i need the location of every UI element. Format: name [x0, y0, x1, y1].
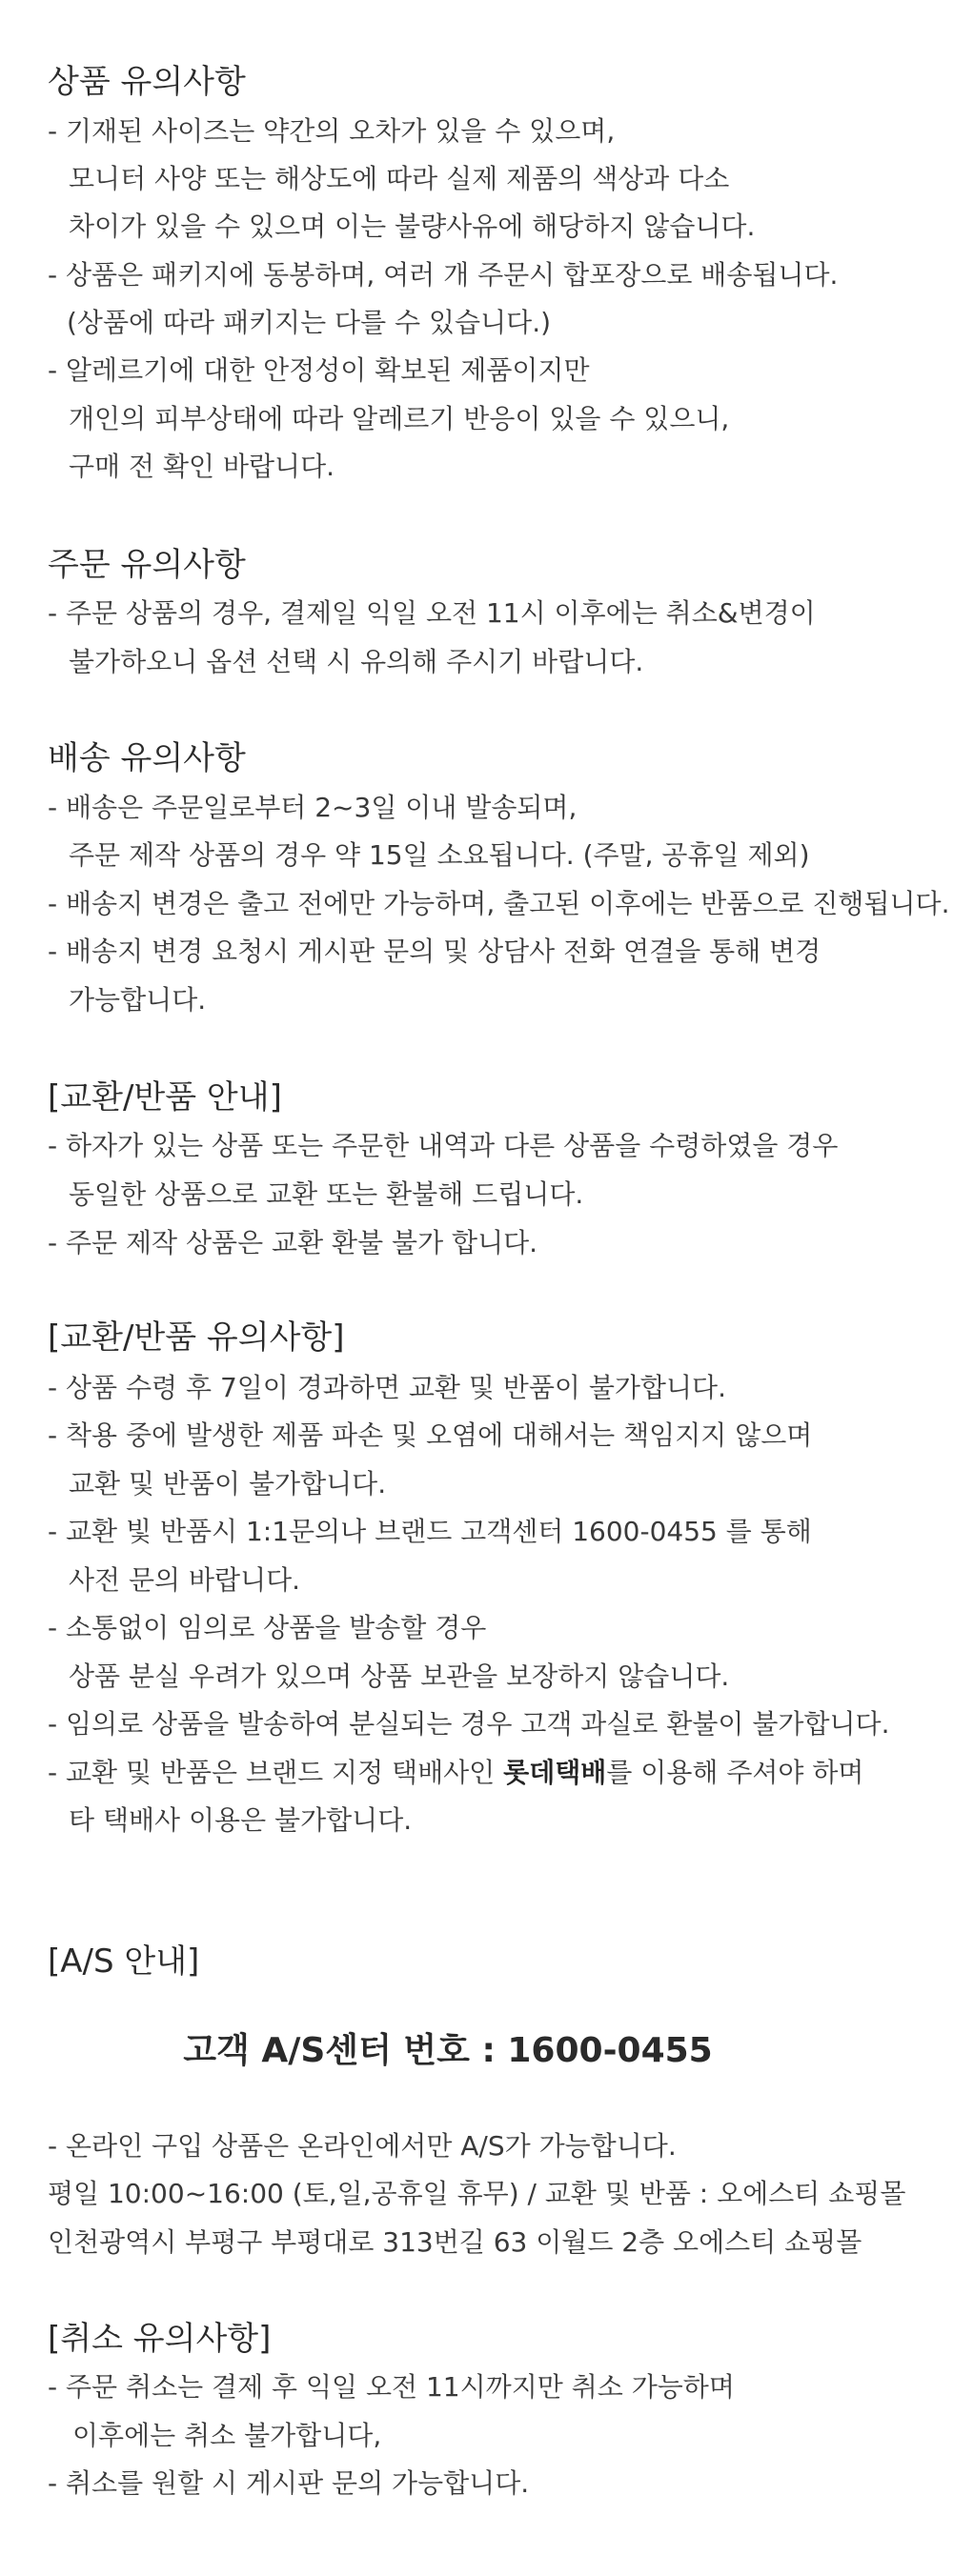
as-info-line: 평일 10:00~16:00 (토,일,공휴일 휴무) / 교환 및 반품 : 오에스티 쇼핑몰	[48, 2178, 906, 2209]
cancel-notice-line: 이후에는 취소 불가합니다,	[72, 2420, 382, 2451]
as-info-line: 인천광역시 부평구 부평대로 313번길 63 이월드 2층 오에스티 쇼핑몰	[48, 2226, 862, 2258]
exchange-notice-line: - 상품 수령 후 7일이 경과하면 교환 및 반품이 불가합니다.	[48, 1372, 726, 1403]
exchange-info-line: 동일한 상품으로 교환 또는 환불해 드립니다.	[69, 1178, 584, 1210]
exchange-info-line: - 하자가 있는 상품 또는 주문한 내역과 다른 상품을 수령하였을 경우	[48, 1130, 839, 1161]
as-info-line: - 온라인 구입 상품은 온라인에서만 A/S가 가능합니다.	[48, 2130, 677, 2162]
shipping-notice-line: 주문 제작 상품의 경우 약 15일 소요됩니다. (주말, 공휴일 제외)	[69, 839, 810, 871]
exchange-notice-line: - 임의로 상품을 발송하여 분실되는 경우 고객 과실로 환불이 불가합니다.	[48, 1708, 890, 1740]
product-notice-line: 모니터 사양 또는 해상도에 따라 실제 제품의 색상과 다소	[69, 163, 730, 194]
exchange-info-title: [교환/반품 안내]	[48, 1078, 282, 1117]
product-notice-title: 상품 유의사항	[48, 63, 246, 101]
product-notice-line: - 기재된 사이즈는 약간의 오차가 있을 수 있으며,	[48, 115, 616, 147]
product-notice-line: 차이가 있을 수 있으며 이는 불량사유에 해당하지 않습니다.	[69, 211, 756, 242]
exchange-notice-line: - 착용 중에 발생한 제품 파손 및 오염에 대해서는 책임지지 않으며	[48, 1419, 813, 1451]
order-notice-line: 불가하오니 옵션 선택 시 유의해 주시기 바랍니다.	[69, 646, 644, 677]
shipping-notice-line: - 배송지 변경 요청시 게시판 문의 및 상담사 전화 연결을 통해 변경	[48, 936, 821, 967]
cancel-notice-title: [취소 유의사항]	[48, 2320, 272, 2358]
exchange-notice-line: 교환 및 반품이 불가합니다.	[69, 1468, 387, 1499]
order-notice-title: 주문 유의사항	[48, 546, 246, 584]
courier-name: 롯데택배	[503, 1757, 607, 1788]
order-notice-line: - 주문 상품의 경우, 결제일 익일 오전 11시 이후에는 취소&변경이	[48, 597, 816, 629]
cancel-notice-line: - 취소를 원할 시 게시판 문의 가능합니다.	[48, 2467, 530, 2499]
exchange-notice-text: 를 이용해 주셔야 하며	[606, 1757, 864, 1788]
exchange-notice-line: 타 택배사 이용은 불가합니다.	[69, 1804, 413, 1836]
product-notice-line: - 알레르기에 대한 안정성이 확보된 제품이지만	[48, 354, 590, 386]
exchange-notice-line: - 소통없이 임의로 상품을 발송할 경우	[48, 1612, 487, 1643]
exchange-notice-line: 상품 분실 우려가 있으며 상품 보관을 보장하지 않습니다.	[69, 1660, 730, 1692]
exchange-notice-line: 사전 문의 바랍니다.	[69, 1564, 301, 1596]
shipping-notice-line: - 배송지 변경은 출고 전에만 가능하며, 출고된 이후에는 반품으로 진행됩니다.	[48, 888, 950, 919]
cancel-notice-line: - 주문 취소는 결제 후 익일 오전 11시까지만 취소 가능하며	[48, 2371, 735, 2403]
shipping-notice-title: 배송 유의사항	[48, 739, 246, 777]
product-notice-line: (상품에 따라 패키지는 다를 수 있습니다.)	[67, 307, 552, 338]
as-info-title: [A/S 안내]	[48, 1942, 200, 1981]
as-center-phone: 고객 A/S센터 번호 : 1600-0455	[183, 2031, 713, 2070]
exchange-notice-text: - 교환 및 반품은 브랜드 지정 택배사인	[48, 1757, 504, 1788]
shipping-notice-line: 가능합니다.	[69, 984, 207, 1016]
exchange-info-line: - 주문 제작 상품은 교환 환불 불가 합니다.	[48, 1227, 538, 1258]
shipping-notice-line: - 배송은 주문일로부터 2~3일 이내 발송되며,	[48, 792, 578, 823]
product-notice-line: - 상품은 패키지에 동봉하며, 여러 개 주문시 합포장으로 배송됩니다.	[48, 259, 839, 291]
exchange-notice-line: - 교환 빛 반품시 1:1문의나 브랜드 고객센터 1600-0455 를 통해	[48, 1516, 812, 1547]
exchange-notice-line	[48, 1757, 863, 1789]
product-notice-line: 구매 전 확인 바랍니다.	[69, 451, 335, 482]
exchange-notice-title: [교환/반품 유의사항]	[48, 1318, 345, 1357]
product-notice-line: 개인의 피부상태에 따라 알레르기 반응이 있을 수 있으니,	[69, 403, 730, 434]
